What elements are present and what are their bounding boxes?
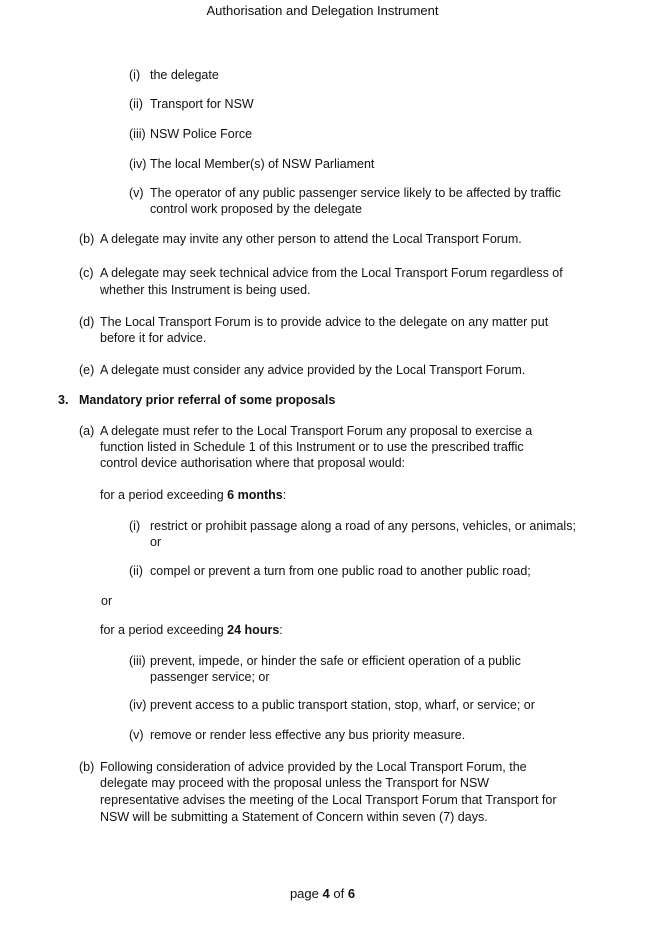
subitem-text: passenger service; or <box>150 670 270 684</box>
clause-text: before it for advice. <box>100 331 207 345</box>
page-header-title: Authorisation and Delegation Instrument <box>206 3 439 18</box>
period-suffix: : <box>282 488 287 502</box>
page-prefix: page <box>289 886 323 901</box>
clause-label: (d) <box>79 315 95 329</box>
section-number: 3. <box>58 393 69 407</box>
clause-label: (b) <box>79 760 95 774</box>
clause-text: Following consideration of advice provided by the Local Transport Forum, the <box>100 760 527 774</box>
subitem-text: restrict or prohibit passage along a road of any persons, vehicles, or animals; <box>150 519 576 533</box>
subitem-text: remove or render less effective any bus priority measure. <box>150 728 466 742</box>
subitem-text: compel or prevent a turn from one public road to another public road; <box>150 564 531 578</box>
subitem-label: (i) <box>129 519 141 533</box>
subitem-text: NSW Police Force <box>150 127 253 141</box>
page-footer <box>0 886 645 902</box>
clause-text: NSW will be submitting a Statement of Concern within seven (7) days. <box>100 810 488 824</box>
clause-text: A delegate must consider any advice provided by the Local Transport Forum. <box>100 363 526 377</box>
clause-text: delegate may proceed with the proposal unless the Transport for NSW <box>100 776 490 790</box>
subitem-label: (iii) <box>129 127 146 141</box>
subitem-label: (ii) <box>129 564 143 578</box>
subitem-text: the delegate <box>150 68 219 82</box>
period-suffix: : <box>279 623 283 637</box>
section-heading: Mandatory prior referral of some proposals <box>79 393 336 407</box>
subitem-text: prevent access to a public transport station, stop, wharf, or service; or <box>150 698 535 712</box>
clause-text: representative advises the meeting of the Local Transport Forum that Transport for <box>100 793 557 807</box>
clause-label: (e) <box>79 363 95 377</box>
clause-text: whether this Instrument is being used. <box>100 283 311 297</box>
clause-text: A delegate may seek technical advice from the Local Transport Forum regardless of <box>100 266 563 280</box>
clause-label: (b) <box>79 232 95 246</box>
clause-text: The Local Transport Forum is to provide advice to the delegate on any matter put <box>100 315 549 329</box>
period-duration: 6 months <box>227 488 283 502</box>
period-duration: 24 hours <box>227 623 280 637</box>
clause-text: A delegate must refer to the Local Transport Forum any proposal to exercise a <box>100 424 533 438</box>
subitem-label: (i) <box>129 68 141 82</box>
or-connector: or <box>101 594 113 608</box>
subitem-label: (v) <box>129 728 144 742</box>
subitem-text: control work proposed by the delegate <box>150 202 362 216</box>
subitem-label: (ii) <box>129 97 143 111</box>
period-condition-24-hours <box>100 622 283 638</box>
subitem-text: or <box>150 535 162 549</box>
clause-text: A delegate may invite any other person to attend the Local Transport Forum. <box>100 232 522 246</box>
clause-text: control device authorisation where that proposal would: <box>100 456 406 470</box>
subitem-text: Transport for NSW <box>150 97 254 111</box>
clause-label: (c) <box>79 266 94 280</box>
clause-label: (a) <box>79 424 95 438</box>
page-total: 6 <box>347 886 356 901</box>
clause-text: function listed in Schedule 1 of this Instrument or to use the prescribed traffic <box>100 440 524 454</box>
period-prefix: for a period exceeding <box>100 623 228 637</box>
subitem-label: (iii) <box>129 654 146 668</box>
page-number: 4 <box>322 886 330 901</box>
period-prefix: for a period exceeding <box>100 488 228 502</box>
subitem-label: (v) <box>129 186 144 200</box>
subitem-text: prevent, impede, or hinder the safe or efficient operation of a public <box>150 654 521 668</box>
subitem-text: The local Member(s) of NSW Parliament <box>150 157 375 171</box>
subitem-label: (iv) <box>129 157 147 171</box>
subitem-text: The operator of any public passenger service likely to be affected by traffic <box>150 186 561 200</box>
page-of: of <box>329 886 348 901</box>
subitem-label: (iv) <box>129 698 147 712</box>
period-condition-6-months <box>100 487 286 503</box>
